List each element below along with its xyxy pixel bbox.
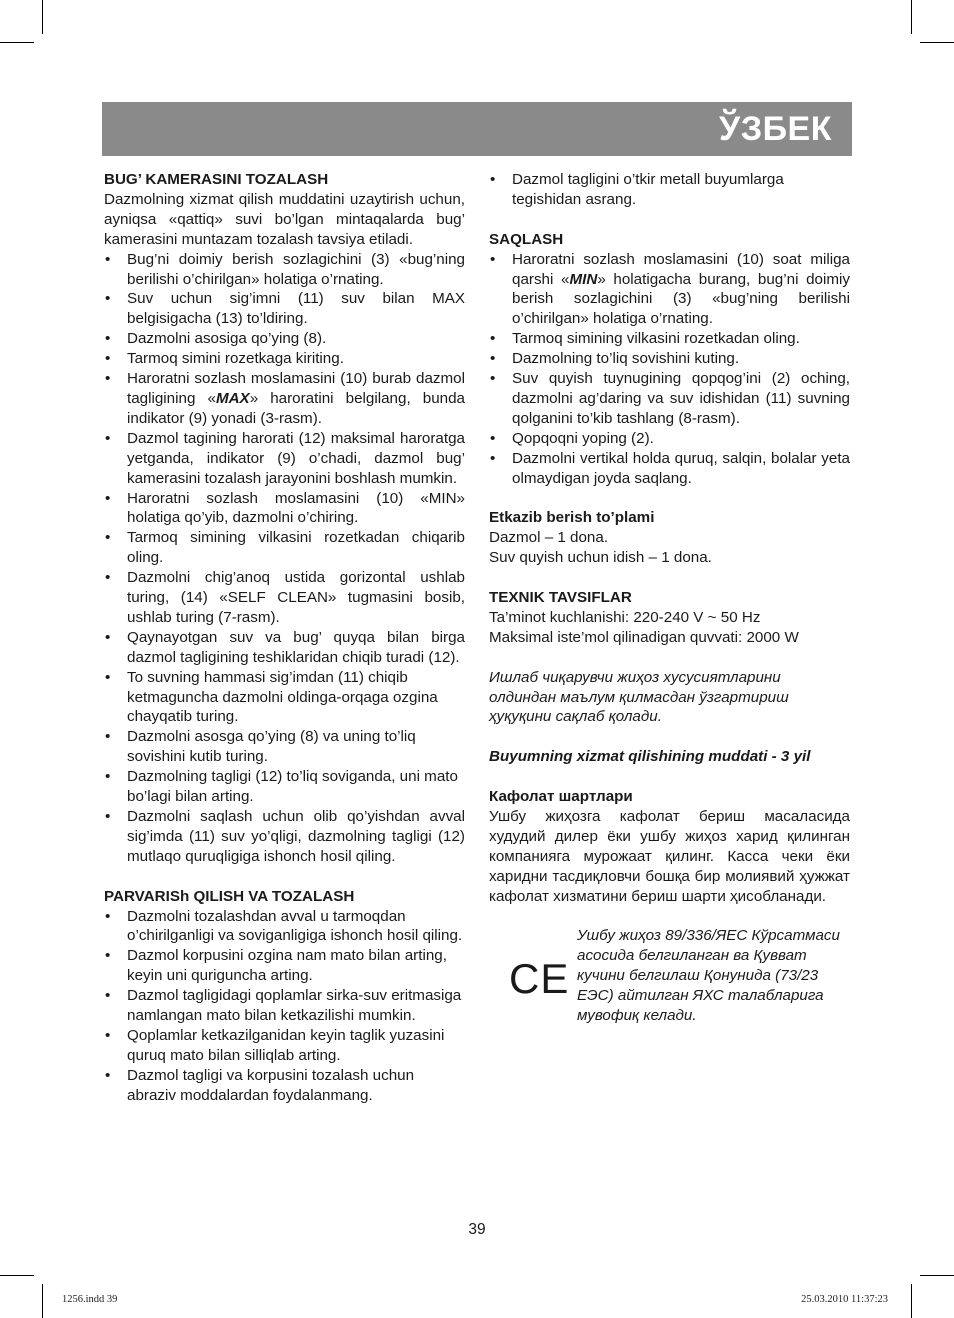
crop-mark (42, 0, 43, 34)
spacer (489, 568, 850, 588)
bullet-icon: • (490, 370, 496, 388)
section-title-specifications: TEXNIK TAVSIFLAR (489, 588, 632, 606)
storage-steps (489, 250, 850, 489)
bullet-icon: • (105, 668, 111, 686)
left-column (104, 170, 465, 1106)
list-item (104, 767, 465, 807)
bullet-icon: • (105, 947, 111, 965)
list-item-text: Dazmol tagligi va korpusini tozalash uchun abraziv moddalardan foydalanmang. (127, 1066, 415, 1104)
section-title-warranty: Кафолат шартлари (489, 788, 633, 805)
list-item (489, 429, 850, 449)
section-title-care-cleaning: PARVARISh QILISH VA TOZALASH (104, 887, 355, 905)
list-item-text: Haroratni sozlash moslamasini (10) soat miliga qarshi « (512, 250, 850, 288)
list-item (104, 727, 465, 767)
crop-mark (0, 1275, 34, 1276)
spacer (489, 727, 850, 747)
list-item-text: Suv quyish tuynugining qopqog’ini (2) oching, dazmolni ag’daring va suv idishidan (11) suvning qolganini to’kib tashlang (8-rasm). (512, 370, 850, 427)
list-item (104, 349, 465, 369)
list-item (104, 986, 465, 1026)
list-item (104, 429, 465, 489)
spacer (489, 488, 850, 508)
bullet-icon: • (105, 768, 111, 786)
crop-mark (0, 42, 34, 43)
service-life-notice: Buyumning xizmat qilishining muddati - 3 yil (489, 748, 811, 766)
ce-compliance-block (489, 926, 850, 1046)
min-emphasis: MIN (569, 270, 598, 288)
list-item-text: Tarmoq simining vilkasini rozetkadan chiqarib oling. (127, 529, 465, 567)
list-item (104, 528, 465, 568)
list-item (489, 329, 850, 349)
bullet-icon: • (105, 569, 111, 587)
crop-mark (920, 42, 954, 43)
package-line: Dazmol – 1 dona. (489, 529, 609, 547)
list-item (104, 907, 465, 947)
crop-mark (920, 1275, 954, 1276)
list-item (104, 668, 465, 728)
list-item-text: Qopqoqni yoping (2). (512, 429, 654, 447)
list-item-text: Haroratni sozlash moslamasini (10) burab dazmol tagligining « (127, 370, 465, 407)
list-item-text: Qoplamlar ketkazilganidan keyin taglik yuzasini quruq mato bilan silliqlab arting. (127, 1026, 445, 1064)
bullet-icon: • (105, 330, 111, 348)
list-item-text: Dazmolni asosga qo’ying (8) va uning to’liq sovishini kutib turing. (127, 728, 416, 766)
care-cleaning-steps-continued (489, 170, 850, 210)
list-item-text: Qaynayotgan suv va bug’ quyqa bilan birga dazmol tagligining teshiklaridan chiqib turadi (12). (127, 628, 465, 666)
list-item (104, 628, 465, 668)
slug-file-info: 1256.indd 39 (62, 1294, 118, 1305)
spacer (489, 767, 850, 787)
list-item (104, 329, 465, 349)
list-item (489, 369, 850, 429)
bullet-icon: • (490, 449, 496, 467)
list-item-text: Tarmoq simini rozetkaga kiriting. (127, 350, 344, 368)
bullet-icon: • (105, 628, 111, 646)
list-item-text: Dazmolning tagligi (12) to’liq soviganda, uni mato bo’lagi bilan arting. (127, 768, 458, 806)
list-item (104, 568, 465, 628)
steam-chamber-steps (104, 250, 465, 867)
list-item-text: Dazmolni chig’anoq ustida gorizontal ushlab turing, (14) «SELF CLEAN» tugmasini bosib, ushlab turing (7-rasm). (127, 569, 465, 626)
list-item (104, 289, 465, 329)
section-intro: Dazmolning xizmat qilish muddatini uzaytirish uchun, ayniqsa «qattiq» suvi bo’lgan mintaqalarda bug’ kamerasini muntazam tozalash tavsiya etiladi. (104, 190, 465, 248)
spacer (489, 648, 850, 668)
care-cleaning-steps (104, 907, 465, 1106)
section-title-storage: SAQLASH (489, 230, 564, 248)
language-header-bar (102, 102, 852, 156)
list-item (104, 1026, 465, 1066)
bullet-icon: • (490, 330, 496, 348)
crop-mark (911, 1284, 912, 1318)
list-item-text: Haroratni sozlash moslamasini (10) «MIN» holatiga qo’yib, dazmolni o’chiring. (127, 489, 465, 527)
max-emphasis: MAX (215, 389, 250, 407)
list-item (104, 489, 465, 529)
list-item-text: Dazmol tagligidagi qoplamlar sirka-suv eritmasiga namlangan mato bilan ketkazilishi mumkin. (127, 987, 462, 1025)
list-item-text: Dazmolni tozalashdan avval u tarmoqdan o’chirilganligi va soviganligiga ishonch hosil qiling. (127, 907, 463, 945)
bullet-icon: • (490, 171, 496, 188)
list-item (104, 369, 465, 429)
list-item-text: » haroratini belgilang, bunda indikator (9) yonadi (3-rasm). (127, 389, 465, 427)
spec-line: Maksimal iste’mol qilinadigan quvvati: 2000 W (489, 628, 799, 646)
manufacturer-notice: Ишлаб чиқарувчи жиҳоз хусусиятларини олдиндан маълум қилмасдан ўзгартириш ҳуқуқини сақлаб қолади. (489, 668, 789, 726)
spacer (104, 867, 465, 887)
bullet-icon: • (105, 370, 111, 388)
spacer (489, 906, 850, 926)
right-column (489, 170, 850, 1046)
list-item (104, 946, 465, 986)
bullet-icon: • (105, 350, 111, 368)
package-line: Suv quyish uchun idish – 1 dona. (489, 549, 712, 567)
bullet-icon: • (105, 1026, 111, 1044)
section-title-package-contents: Etkazib berish to’plami (489, 509, 655, 527)
page-title: ЎЗБЕК (719, 110, 832, 148)
bullet-icon: • (490, 250, 496, 268)
bullet-icon: • (105, 907, 111, 925)
list-item-text: Dazmol tagining harorati (12) maksimal haroratga yetganda, indikator (9) o’chadi, dazmol bug’ kamerasini tozalash jarayonini boshlash mumkin. (127, 429, 465, 487)
bullet-icon: • (105, 489, 111, 507)
bullet-icon: • (105, 808, 111, 825)
ce-compliance-text: Ушбу жиҳоз 89/336/ЯЕС Кўрсатмаси асосида белгиланган ва Қувват кучини белгилаш Қонунида (73/23 ЕЭС) айтилган ЯХС талабларига мувофиқ келади. (577, 927, 840, 1024)
list-item-text: » holatigacha burang, bug’ni doimiy berish sozlagichini (3) «bug’ning berilishi o’chirilgan» holatiga o’rnating. (512, 270, 850, 328)
list-item-text: Dazmolni vertikal holda quruq, salqin, bolalar yeta olmaydigan joyda saqlang. (512, 449, 850, 487)
list-item-text: Dazmol korpusini ozgina nam mato bilan arting, keyin uni qurigunchа arting. (127, 947, 447, 985)
list-item-text: Suv uchun sig’imni (11) suv bilan MAX belgisigacha (13) to’ldiring. (127, 290, 465, 328)
bullet-icon: • (105, 290, 111, 308)
bullet-icon: • (490, 350, 496, 368)
list-item-text: Dazmolni asosiga qo’ying (8). (127, 330, 327, 348)
list-item (489, 250, 850, 330)
bullet-icon: • (105, 987, 111, 1005)
list-item (489, 170, 850, 210)
list-item (104, 807, 465, 867)
slug-timestamp: 25.03.2010 11:37:23 (801, 1294, 888, 1305)
list-item (104, 250, 465, 290)
list-item-text: Dazmolni saqlash uchun olib qo’yishdan avval sig’imda (11) suv yo’qligi, dazmolning tagligi (12) mutlaqo quruqligiga ishonch hosil qiling. (127, 808, 465, 865)
list-item (104, 1066, 465, 1106)
list-item-text: Dazmol tagligini o’tkir metall buyumlarga tegishidan asrang. (512, 171, 784, 208)
bullet-icon: • (105, 1066, 111, 1084)
bullet-icon: • (105, 728, 111, 746)
crop-mark (42, 1284, 43, 1318)
list-item-text: To suvning hammasi sig’imdan (11) chiqib ketmaguncha dazmolni oldinga-orqaga ozgina chayqatib turing. (127, 668, 438, 726)
ce-mark-icon: CE (509, 955, 570, 1003)
list-item-text: Bug’ni doimiy berish sozlagichini (3) «bug’ning berilishi o’chirilgan» holatiga o’rnating. (127, 250, 465, 288)
spec-line: Ta’minot kuchlanishi: 220-240 V ~ 50 Hz (489, 608, 761, 626)
warranty-text: Ушбу жиҳозга кафолат бериш масаласида худудий дилер ёки ушбу жиҳоз харид қилинган компанияга мурожаат қилинг. Касса чеки ёки харидни тасдиқловчи бошқа бир молиявий ҳужжат кафолат хизматини бериш шарти ҳисобланади. (489, 807, 850, 905)
section-title-steam-chamber: BUG’ KAMERASINI TOZALASH (104, 171, 329, 188)
spacer (489, 210, 850, 230)
list-item (489, 449, 850, 489)
page-number: 39 (468, 1221, 486, 1238)
list-item-text: Tarmoq simining vilkasini rozetkadan oling. (512, 330, 800, 348)
crop-mark (911, 0, 912, 34)
bullet-icon: • (490, 429, 496, 447)
bullet-icon: • (105, 529, 111, 547)
list-item-text: Dazmolning to’liq sovishini kuting. (512, 350, 740, 368)
list-item (489, 349, 850, 369)
bullet-icon: • (105, 250, 111, 268)
bullet-icon: • (105, 429, 111, 447)
